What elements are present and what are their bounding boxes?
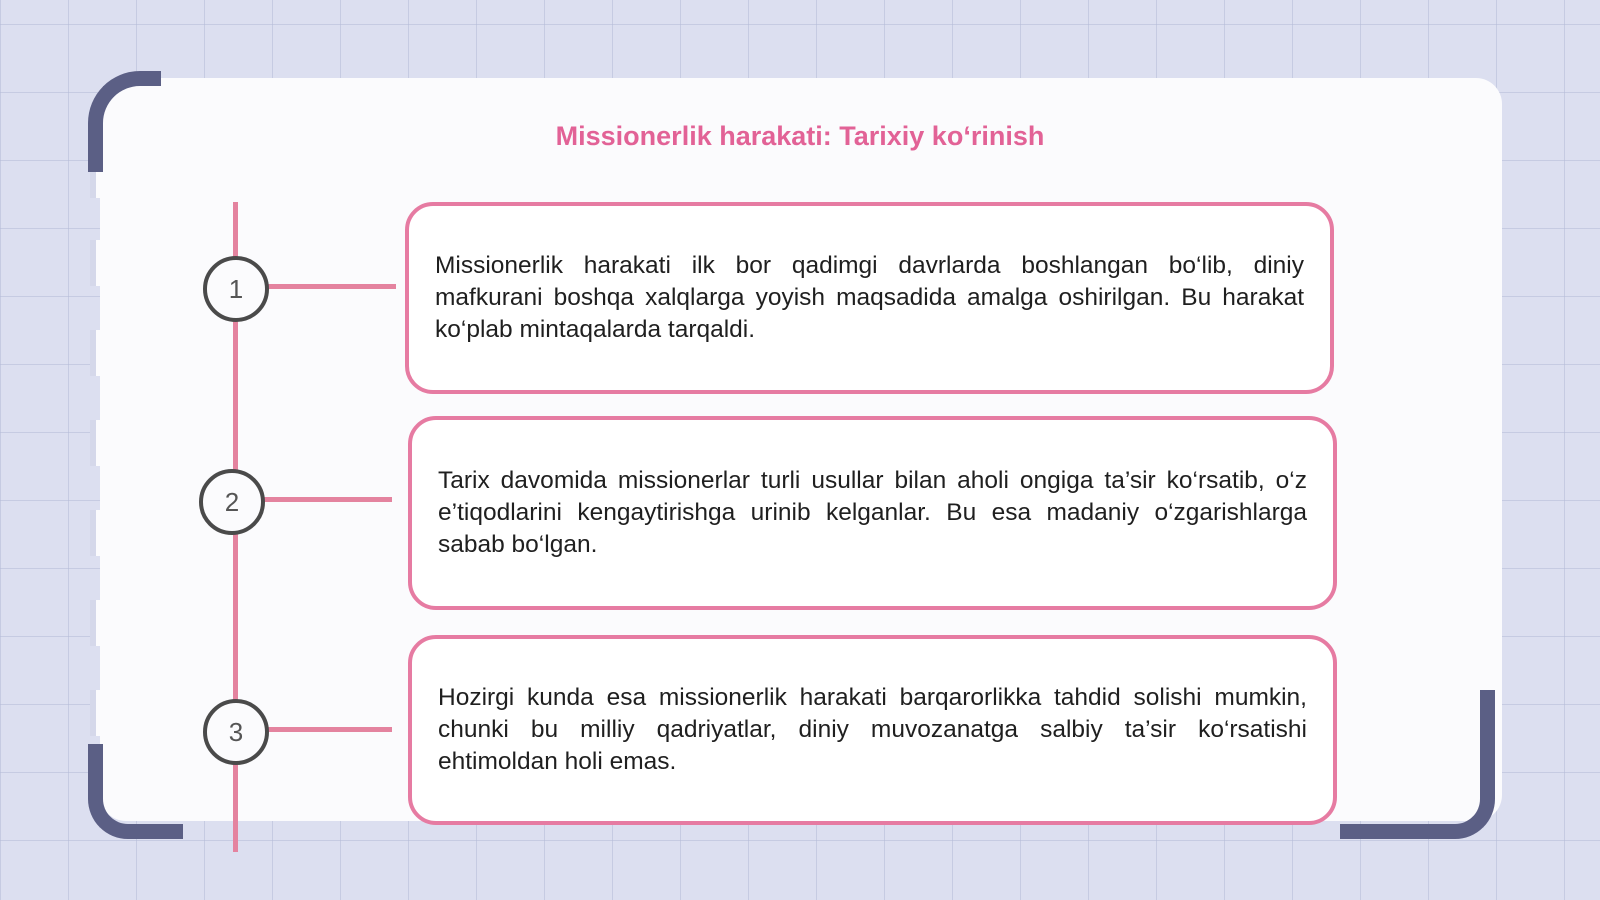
corner-bracket-top-left	[88, 71, 161, 172]
step-text: Tarix davomida missionerlar turli usullar bilan aholi ongiga ta’sir ko‘rsatib, o‘z e’tiqodlarini kengaytirishga urinib kelganlar. Bu esa madaniy o‘zgarishlarga sabab bo‘lgan.	[438, 467, 1307, 558]
step-text: Missionerlik harakati ilk bor qadimgi davrlarda boshlangan bo‘lib, diniy mafkurani boshqa xalqlarga yoyish maqsadida amalga oshirilgan. Bu harakat ko‘plab mintaqalarda tarqaldi.	[435, 252, 1304, 343]
step-card	[408, 635, 1337, 825]
slide-title: Missionerlik harakati: Tarixiy ko‘rinish	[555, 121, 1045, 151]
step-connector	[266, 284, 396, 289]
step-text: Hozirgi kunda esa missionerlik harakati barqarorlikka tahdid solishi mumkin, chunki bu milliy qadriyatlar, diniy muvozanatga salbiy ta’sir ko‘rsatishi ehtimoldan holi emas.	[438, 684, 1307, 775]
step-card	[405, 202, 1334, 394]
step-number-circle	[203, 699, 269, 765]
step-card	[408, 416, 1337, 610]
step-number: 2	[224, 486, 240, 517]
corner-bracket-bottom-right	[1340, 690, 1495, 839]
step-connector	[262, 497, 392, 502]
step-number: 3	[228, 716, 244, 747]
step-number-circle	[203, 256, 269, 322]
step-number-circle	[199, 469, 265, 535]
step-connector	[266, 727, 392, 732]
step-number: 1	[228, 273, 244, 304]
corner-bracket-bottom-left	[88, 744, 183, 839]
